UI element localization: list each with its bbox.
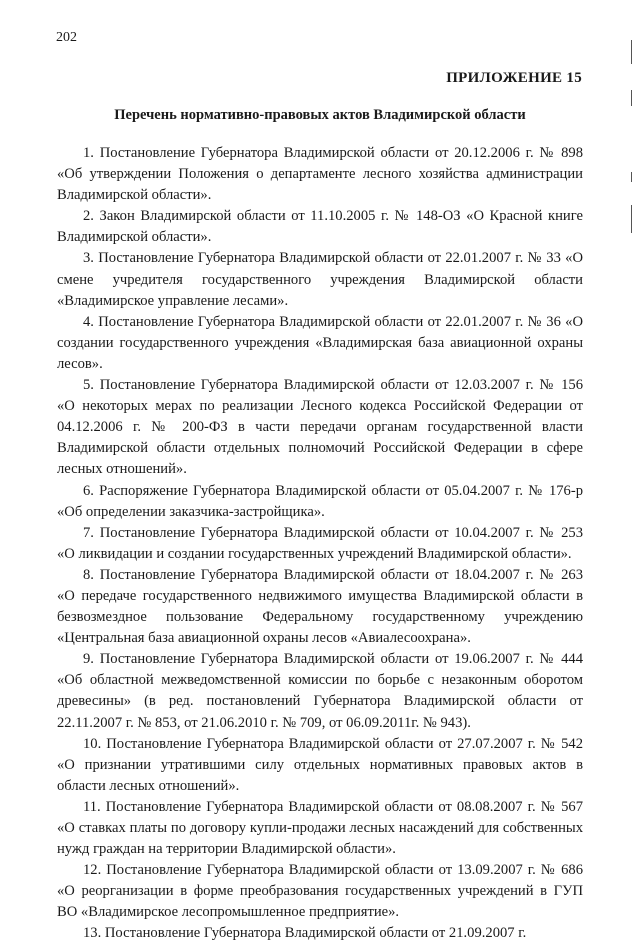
list-item: 9. Постановление Губернатора Владимирской области от 19.06.2007 г. № 444 «Об областной межведомственной комиссии по борьбе с незаконным оборотом древесины» (в ред. постановлений Губернатора Владимирской области от 22.11.2007 г. № 853, от 21.06.2010 г. № 709, от 06.09.2011г. № 943). (57, 651, 583, 731)
list-item: 3. Постановление Губернатора Владимирской области от 22.01.2007 г. № 33 «О смене учредителя государственного учреждения Владимирской области «Владимирское управление лесами». (57, 250, 583, 309)
page-number: 202 (56, 30, 77, 45)
legal-acts-list (57, 143, 583, 945)
list-item: 4. Постановление Губернатора Владимирской области от 22.01.2007 г. № 36 «О создании государственного учреждения «Владимирская база авиационной охраны лесов». (57, 313, 583, 372)
scan-edge-mark (631, 90, 632, 106)
appendix-label: ПРИЛОЖЕНИЕ 15 (446, 70, 582, 86)
list-item: 10. Постановление Губернатора Владимирской области от 27.07.2007 г. № 542 «О признании утратившими силу отдельных нормативных правовых актов в области лесных отношений». (57, 735, 583, 794)
list-item: 7. Постановление Губернатора Владимирской области от 10.04.2007 г. № 253 «О ликвидации и создании государственных учреждений Владимирской области». (57, 524, 583, 562)
scan-edge-mark (631, 40, 632, 64)
list-item: 5. Постановление Губернатора Владимирской области от 12.03.2007 г. № 156 «О некоторых мерах по реализации Лесного кодекса Российской Федерации от 04.12.2006 г. № 200-ФЗ в части передачи органам государственной власти Владимирской области отдельных полномочий Российской Федерации в сфере лесных отношений». (57, 377, 583, 478)
list-item: 8. Постановление Губернатора Владимирской области от 18.04.2007 г. № 263 «О передаче государственного недвижимого имущества Владимирской области в безвозмездное пользование Федеральному государственному учреждению «Центральная база авиационной охраны лесов «Авиалесоохрана». (57, 566, 583, 647)
list-item: 12. Постановление Губернатора Владимирской области от 13.09.2007 г. № 686 «О реорганизации в форме преобразования государственных учреждений в ГУП ВО «Владимирское лесопромышленное предприятие». (57, 862, 583, 921)
list-item: 2. Закон Владимирской области от 11.10.2005 г. № 148-ОЗ «О Красной книге Владимирской области». (57, 208, 583, 246)
list-item: 13. Постановление Губернатора Владимирской области от 21.09.2007 г. (83, 925, 527, 942)
list-item: 6. Распоряжение Губернатора Владимирской области от 05.04.2007 г. № 176-р «Об определении заказчика-застройщика». (57, 482, 583, 520)
scan-edge-mark (631, 172, 632, 182)
document-title: Перечень нормативно-правовых актов Владимирской области (114, 107, 526, 123)
list-item: 11. Постановление Губернатора Владимирской области от 08.08.2007 г. № 567 «О ставках платы по договору купли-продажи лесных насаждений для собственных нужд граждан на территории Владимирской области». (57, 798, 583, 858)
list-item: 1. Постановление Губернатора Владимирской области от 20.12.2006 г. № 898 «Об утверждении Положения о департаменте лесного хозяйства администрации Владимирской области». (57, 145, 583, 204)
scan-edge-mark (631, 205, 632, 233)
